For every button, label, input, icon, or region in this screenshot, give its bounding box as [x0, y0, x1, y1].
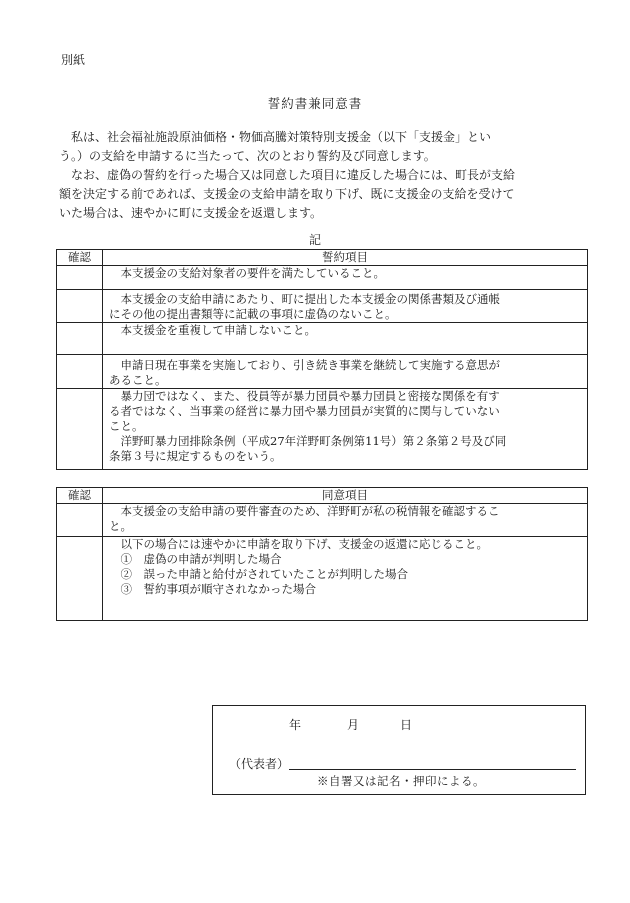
pledge-item-cell	[103, 389, 588, 470]
pledge-item-cell	[103, 290, 588, 323]
intro-line: う。）の支給を申請するに当たって、次のとおり誓約及び同意します。	[59, 149, 436, 163]
table-row	[57, 537, 588, 621]
representative-label: （代表者）	[229, 757, 290, 771]
consent-item-header: 同意項目	[103, 488, 588, 504]
date-day-label: 日	[400, 718, 413, 732]
pledge-check-cell[interactable]	[57, 266, 103, 290]
pledge-check-cell[interactable]	[57, 389, 103, 470]
intro-line: いた場合は、速やかに町に支援金を返還します。	[59, 206, 323, 220]
consent-item-cell	[103, 537, 588, 621]
pledge-item-text: 洋野町暴力団排除条例（平成27年洋野町条例第11号）第２条第２号及び同	[109, 434, 507, 448]
consent-item-text: ② 誤った申請と給付がされていたことが判明した場合	[109, 567, 408, 581]
pledge-item-cell	[103, 323, 588, 355]
pledge-check-cell[interactable]	[57, 290, 103, 323]
ki-heading: 記	[308, 233, 321, 247]
signature-note: ※自署又は記名・押印による。	[317, 774, 485, 788]
document-title: 誓約書兼同意書	[267, 96, 363, 111]
date-year-label: 年	[289, 718, 302, 732]
pledge-item-text: にその他の提出書類等に記載の事項に虚偽のないこと。	[109, 307, 397, 321]
pledge-item-cell	[103, 355, 588, 389]
annex-label: 別紙	[61, 53, 86, 67]
table-row	[57, 355, 588, 389]
pledge-item-text: 本支援金を重複して申請しないこと。	[109, 323, 316, 337]
table-row	[57, 389, 588, 470]
pledge-item-text: 申請日現在事業を実施しており、引き続き事業を継続して実施する意思が	[109, 358, 500, 372]
consent-table	[56, 487, 588, 621]
consent-item-text: ③ 誓約事項が順守されなかった場合	[109, 582, 316, 596]
consent-check-cell[interactable]	[57, 504, 103, 537]
pledge-check-cell[interactable]	[57, 323, 103, 355]
consent-item-text: 本支援金の支給申請の要件審査のため、洋野町が私の税情報を確認するこ	[109, 504, 500, 518]
consent-item-text: 以下の場合には速やかに申請を取り下げ、支援金の返還に応じること。	[109, 537, 489, 551]
pledge-check-header: 確認	[57, 250, 103, 266]
table-row	[57, 323, 588, 355]
intro-line: 額を決定する前であれば、支援金の支給申請を取り下げ、既に支援金の支給を受けて	[59, 187, 515, 201]
signature-box	[212, 705, 586, 795]
intro-paragraph-2	[59, 166, 515, 223]
table-row	[57, 290, 588, 323]
consent-check-cell[interactable]	[57, 537, 103, 621]
consent-item-text: と。	[109, 519, 132, 533]
table-row	[57, 266, 588, 290]
pledge-item-text: 本支援金の支給対象者の要件を満たしていること。	[109, 266, 385, 280]
date-month-label: 月	[347, 718, 360, 732]
signature-line[interactable]	[289, 769, 576, 770]
consent-item-text: ① 虚偽の申請が判明した場合	[109, 552, 282, 566]
pledge-item-text: る者ではなく、当事業の経営に暴力団や暴力団員が実質的に関与していない	[109, 404, 500, 418]
pledge-item-text: 本支援金の支給申請にあたり、町に提出した本支援金の関係書類及び通帳	[109, 292, 500, 306]
pledge-table	[56, 249, 588, 470]
pledge-item-text: 条第３号に規定するものをいう。	[109, 449, 282, 463]
consent-item-cell	[103, 504, 588, 537]
table-row	[57, 504, 588, 537]
pledge-item-cell	[103, 266, 588, 290]
pledge-item-text: あること。	[109, 373, 167, 387]
intro-line: なお、虚偽の誓約を行った場合又は同意した項目に違反した場合には、町長が支給	[59, 168, 516, 182]
pledge-item-text: こと。	[109, 419, 144, 433]
intro-paragraph-1	[59, 128, 491, 166]
pledge-item-text: 暴力団ではなく、また、役員等が暴力団員や暴力団員と密接な関係を有す	[109, 389, 500, 403]
consent-check-header: 確認	[57, 488, 103, 504]
intro-line: 私は、社会福祉施設原油価格・物価高騰対策特別支援金（以下「支援金」とい	[59, 130, 492, 144]
pledge-check-cell[interactable]	[57, 355, 103, 389]
pledge-item-header: 誓約項目	[103, 250, 588, 266]
